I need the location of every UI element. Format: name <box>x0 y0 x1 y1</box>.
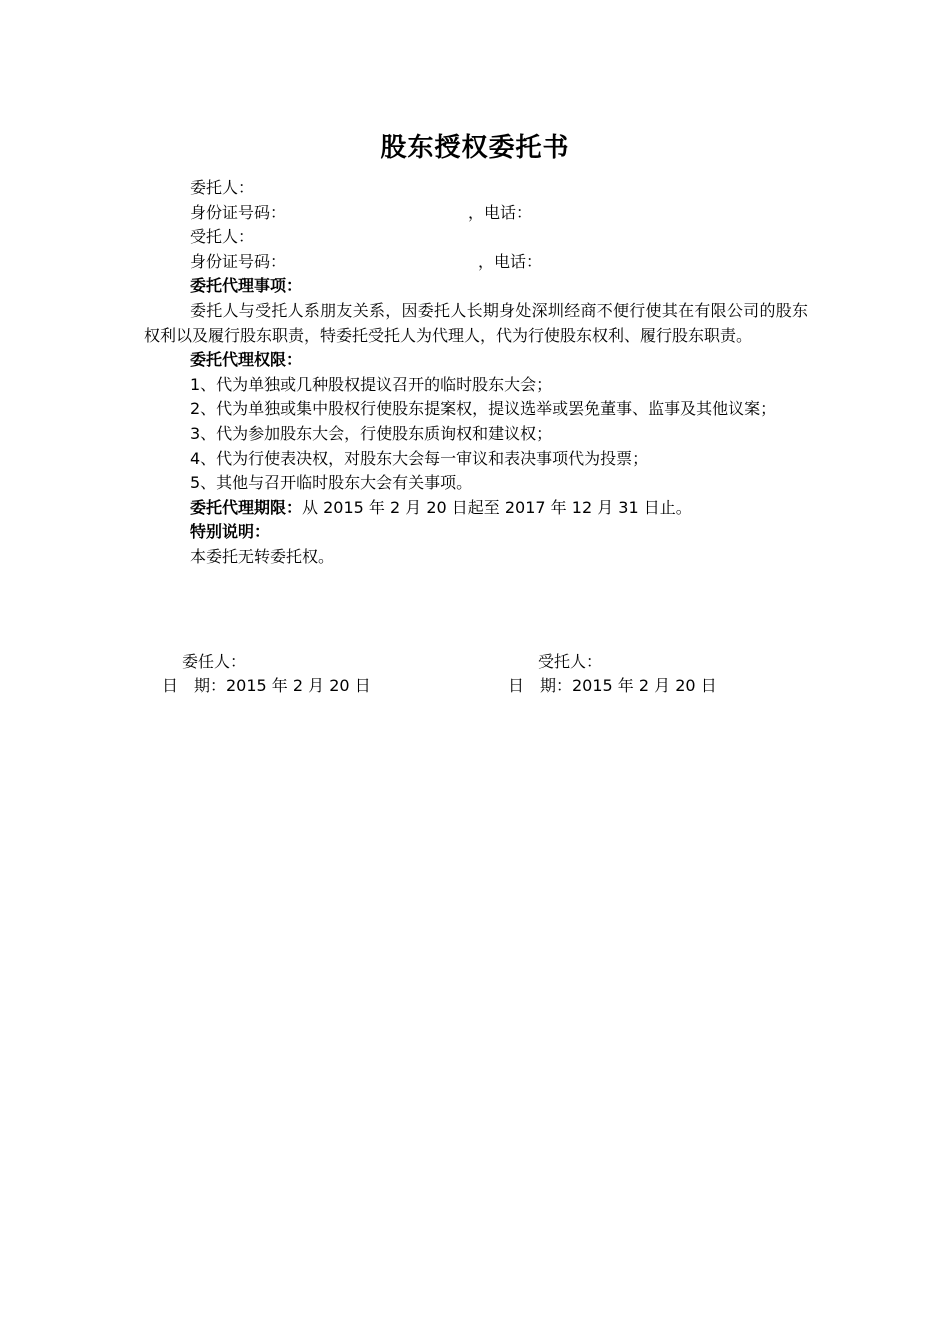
principal-label: 委托人： <box>190 178 255 197</box>
agent-signature-date: 日 期：2015 年 2 月 20 日 <box>508 676 717 695</box>
principal-signature-label: 委任人： <box>182 652 247 671</box>
document-title: 股东授权委托书 <box>380 133 570 163</box>
special-heading: 特别说明： <box>190 522 271 542</box>
special-text: 本委托无转委托权。 <box>190 546 335 566</box>
agent-signature-label: 受托人： <box>538 652 603 671</box>
term-line <box>144 496 808 521</box>
authority-heading: 委托代理权限： <box>190 350 303 370</box>
term-text: 从 2015 年 2 月 20 日起至 2017 年 12 月 31 日止。 <box>302 497 692 517</box>
principal-id-label: 身份证号码： <box>190 202 287 222</box>
agent-id-line <box>144 250 808 275</box>
term-heading: 委托代理期限： <box>190 497 303 517</box>
principal-id-line <box>144 201 808 226</box>
authority-item: 2、代为单独或集中股权行使股东提案权，提议选举或罢免董事、监事及其他议案； <box>190 399 777 419</box>
authority-item: 1、代为单独或几种股权提议召开的临时股东大会； <box>190 374 553 394</box>
matters-paragraph: 委托人与受托人系朋友关系，因委托人长期身处深圳经商不便行使其在有限公司的股东权利以及履行股东职责，特委托受托人为代理人，代为行使股东权利、履行股东职责。 <box>144 300 808 345</box>
matters-heading: 委托代理事项： <box>190 276 303 296</box>
agent-phone-label: ，电话： <box>478 251 543 271</box>
agent-id-label: 身份证号码： <box>190 251 287 271</box>
agent-line <box>144 225 808 250</box>
agent-label: 受托人： <box>190 227 255 247</box>
authority-item: 5、其他与召开临时股东大会有关事项。 <box>190 473 473 493</box>
document-body <box>144 176 808 570</box>
principal-phone-label: ，电话： <box>468 202 533 222</box>
authority-item: 4、代为行使表决权，对股东大会每一审议和表决事项代为投票； <box>190 448 649 468</box>
principal-signature-date: 日 期：2015 年 2 月 20 日 <box>162 676 371 695</box>
authority-item: 3、代为参加股东大会，行使股东质询权和建议权； <box>190 423 553 443</box>
principal-line <box>144 176 808 201</box>
